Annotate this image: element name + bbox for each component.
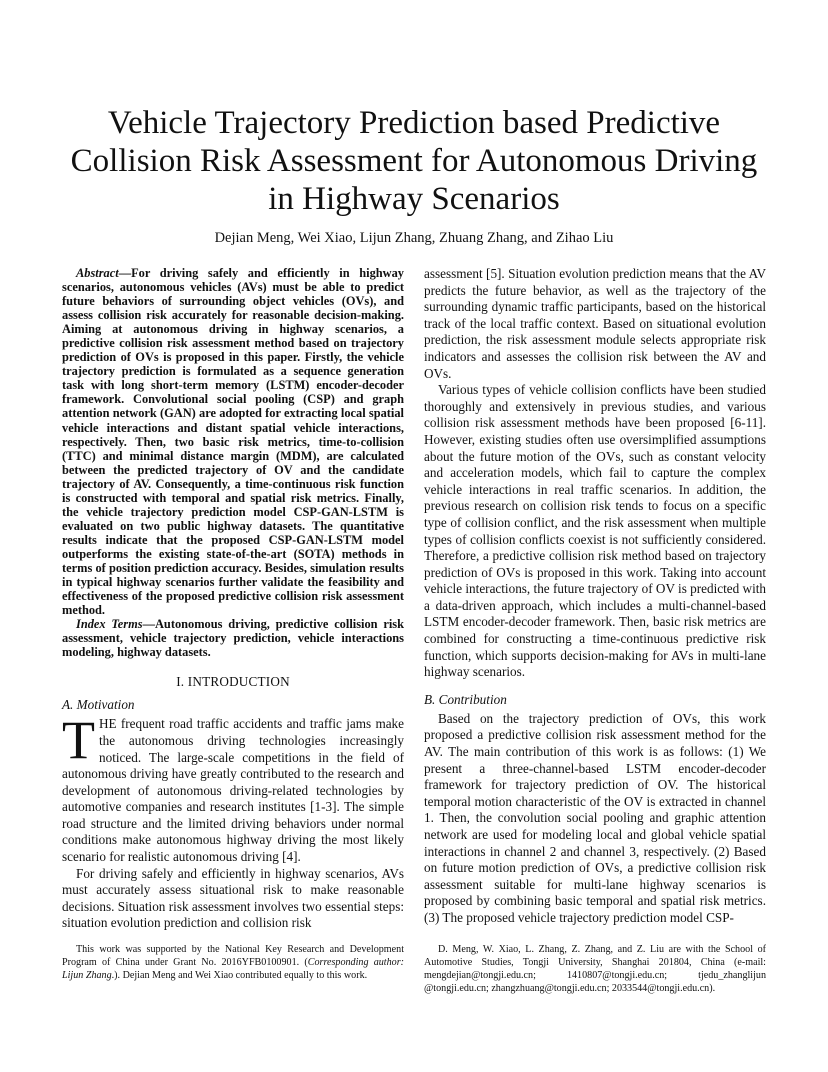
subsection-heading-contribution: B. Contribution [424, 691, 507, 707]
title-line-2: Collision Risk Assessment for Autonomous Driving [70, 143, 758, 179]
abstract [62, 266, 404, 617]
footnote-funding-text [62, 943, 404, 982]
intro-paragraph-2-continued: assessment [5]. Situation evolution prediction means that the AV predicts the future behavior, as well as the trajectory of the surrounding dynamic traffic participants, based on the historical track of the local traffic context. Based on situational evolution prediction, the risk assessment module selects appropriate risk indicators and assesses the collision risk between the AV and OVs. [424, 266, 766, 381]
abstract-text: For driving safely and efficiently in highway scenarios, autonomous vehicles (AVs) must be able to predict future behaviors of surrounding object vehicles (OVs), and assess collision risk accurately for reasonable decision-making. Aiming at autonomous driving in highway scenarios, a predictive collision risk assessment method based on trajectory prediction of OVs is proposed in this paper. Firstly, the vehicle trajectory prediction is formulated as a sequence generation task with long short-term memory (LSTM) encoder-decoder framework. Convolutional social pooling (CSP) and graph attention network (GAN) are adopted for extracting local spatial vehicle interactions and distant spatial vehicle interactions, respectively. Then, two basic risk metrics, time-to-collision (TTC) and minimal distance margin (MDM), are calculated between the predicted trajectory of OV and the candidate trajectory of AV. Consequently, a time-continuous risk function is constructed with temporal and spatial risk metrics. Finally, the vehicle trajectory prediction model CSP-GAN-LSTM is evaluated on two public highway datasets. The quantitative results indicate that the proposed CSP-GAN-LSTM model outperforms the existing state-of-the-art (SOTA) methods in terms of position prediction accuracy. Besides, simulation results in typical highway scenarios further validate the feasibility and effectiveness of the proposed predictive collision risk assessment method. [62, 266, 404, 618]
footnote-funding-part-b: .). Dejian Meng and Wei Xiao contributed equally to this work. [111, 970, 368, 981]
intro-paragraph-3: Various types of vehicle collision conflicts have been studied thoroughly and extensively in previous studies, and various collision risk assessment methods have been proposed [6-11]. However, existing studies often use oversimplified assumptions about the future motion of the OVs, such as constant velocity and acceleration models, which fail to capture the complex vehicle interactions in real traffic scenarios. In addition, the previous research on collision risk tends to focus on a specific type of collision conflict, and the risk assessment when multiple types of collision conflicts coexist is not sufficiently considered. Therefore, a predictive collision risk method based on trajectory prediction of OVs is proposed in this work. Taking into account vehicle interactions, the future trajectory of OV is predicted with a data-driven approach, which includes a multi-channel-based LSTM encoder-decoder framework. Then, basic risk metrics are combined for constructing a time-continuous predictive risk function, which supports decision-making for AVs in multi-lane highway scenarios. [424, 382, 766, 680]
left-column [62, 266, 404, 932]
index-terms-label: Index Terms [76, 617, 143, 632]
footnote-affiliation [424, 943, 766, 995]
index-terms-dash: — [142, 617, 155, 632]
footnote-corresponding-author: Corresponding author: Lijun Zhang [62, 957, 404, 981]
index-terms-text: Autonomous driving, predictive collision risk assessment, vehicle trajectory prediction, vehicle interactions modeling, highway datasets. [62, 617, 404, 660]
subsection-heading-motivation: A. Motivation [62, 697, 135, 713]
intro-paragraph-1-text: HE frequent road traffic accidents and traffic jams make the autonomous driving technologies increasingly noticed. The large-scale competitions in the field of autonomous driving have greatly contributed to the research and development of autonomous driving-related technologies by automotive companies and research institutes [1-3]. The simple road structure and the limited driving behaviors under normal conditions make autonomous highway driving the most likely scenario for realistic autonomous driving [4]. [62, 716, 404, 865]
abstract-dash: — [118, 266, 132, 280]
title-line-3: in Highway Scenarios [268, 181, 560, 217]
abstract-label: Abstract [76, 266, 119, 280]
author-list: Dejian Meng, Wei Xiao, Lijun Zhang, Zhuang Zhang, and Zihao Liu [214, 230, 614, 246]
footnote-funding-part-a: This work was supported by the National Key Research and Development Program of China under Grant No. 2016YFB0100901. ( [62, 944, 404, 968]
footnote-affiliation-text: D. Meng, W. Xiao, L. Zhang, Z. Zhang, and Z. Liu are with the School of Automotive Studies, Tongji University, Shanghai 201804, China (e-mail: mengdejian@tongji.edu.cn; 1410807@tongji.edu.cn; tjedu_zhanglijun @tongji.edu.cn; zhangzhuang@tongji.edu.cn; 2033544@tongji.edu.cn). [424, 944, 766, 994]
intro-paragraph-2: For driving safely and efficiently in highway scenarios, AVs must accurately assess situational risk to make reasonable decisions. Situation risk assessment involves two essential steps: situation evolution prediction and collision risk [62, 865, 404, 931]
footnote-funding [62, 943, 404, 982]
paper-title [40, 104, 788, 218]
title-line-1: Vehicle Trajectory Prediction based Predictive [107, 105, 721, 141]
intro-paragraph-1 [62, 710, 404, 865]
index-terms [62, 617, 404, 659]
contribution-paragraph: Based on the trajectory prediction of OVs, this work proposed a predictive collision risk assessment method for the AV. The main contribution of this work is as follows: (1) We present a three-channel-based LSTM encoder-decoder framework for trajectory prediction of OV. The historical temporal motion characteristic of the OV is extracted in channel 1. Then, the convolution social pooling and graphic attention network are used for modeling local and global vehicle spatial interactions in channel 2 and channel 3, respectively. (2) Based on future motion prediction of OVs, a predictive collision risk assessment suitable for multi-lane highway scenarios is proposed by combining basic temporal and spatial risk metrics. (3) The proposed vehicle trajectory prediction model CSP- [424, 710, 766, 925]
right-column [424, 266, 766, 927]
section-heading-introduction: I. INTRODUCTION [176, 674, 290, 690]
drop-cap: T [62, 710, 95, 771]
